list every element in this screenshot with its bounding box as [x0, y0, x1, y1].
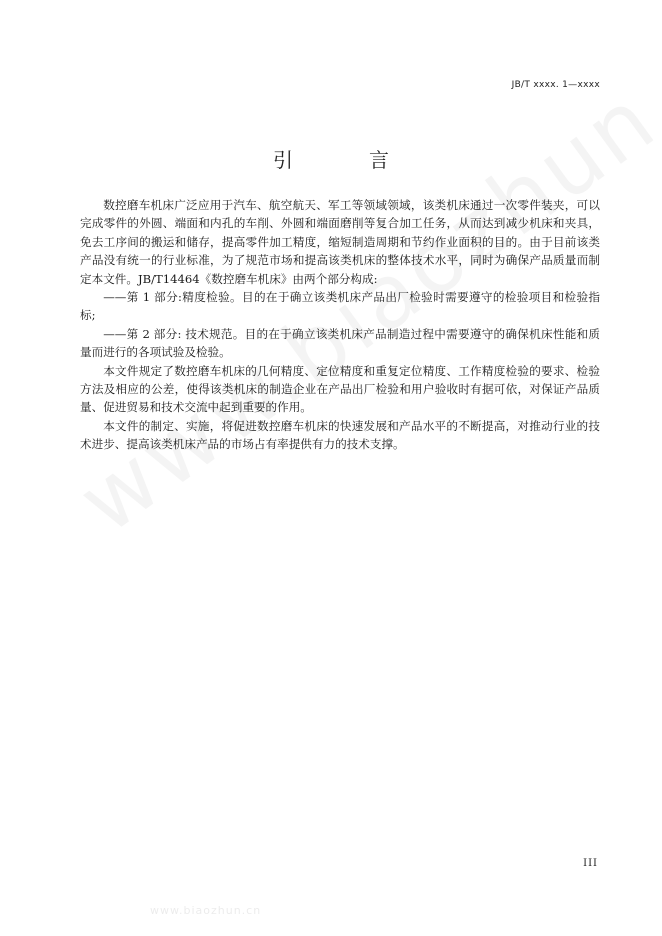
- list-item-part1: ——第 1 部分:精度检验。目的在于确立该类机床产品出厂检验时需要遵守的检验项目和检验指标;: [80, 290, 600, 323]
- paragraph-purpose: 本文件的制定、实施，将促进数控磨车机床的快速发展和产品水平的不断提高，对推动行业的技术进步、提高该类机床产品的市场占有率提供有力的技术支撑。: [80, 418, 600, 452]
- list-item-part2: ——第 2 部分: 技术规范。目的在于确立该类机床产品制造过程中需要遵守的确保机床性能和质量而进行的各项试验及检验。: [80, 326, 600, 360]
- standard-code-header: JB/T xxxx. 1—xxxx: [511, 80, 600, 90]
- paragraph-intro: 数控磨车机床广泛应用于汽车、航空航天、军工等领域领域，该类机床通过一次零件装夹，可以完成零件的外圆、端面和内孔的车削、外圆和端面磨削等复合加工任务，从而达到减少机床和夹具，免去工序间的搬运和储存，提高零件加工精度，缩短制造周期和节约作业面积的目的。由于目前该类产品没有统一的行业标准，为了规范市场和提高该类机床的整体技术水平，同时为确保产品质量而制定本文件。JB/T14464《数控磨车机床》由两个部分构成:: [80, 198, 600, 286]
- footer-watermark: www.biaozhun.cn: [150, 904, 262, 917]
- paragraph-scope: 本文件规定了数控磨车机床的几何精度、定位精度和重复定位精度、工作精度检验的要求、检验方法及相应的公差，使得该类机床的制造企业在产品出厂检验和用户验收时有据可依，对保证产品质量、促进贸易和技术交流中起到重要的作用。: [80, 363, 600, 415]
- page-number: III: [583, 858, 598, 869]
- body-text: [80, 196, 600, 454]
- page-title: 引 言: [273, 148, 417, 172]
